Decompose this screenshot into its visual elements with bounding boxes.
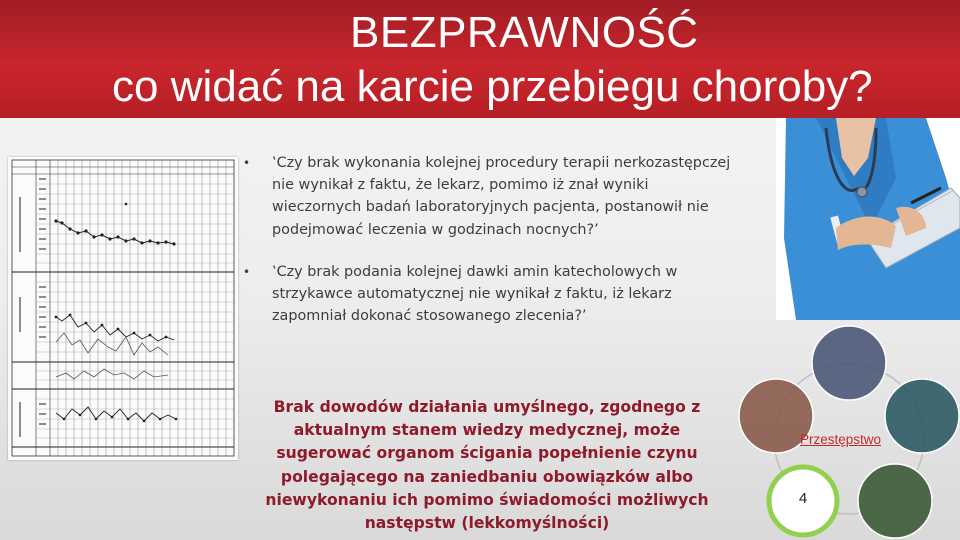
- bullet-dot-icon: •: [243, 264, 251, 279]
- bullet-list: [242, 152, 742, 347]
- bullet-item: [242, 261, 742, 328]
- cycle-circle-bottom-right: [858, 464, 932, 538]
- bullet-text: ‛Czy brak wykonania kolejnej procedury terapii nerkozastępczej nie wynikał z faktu, że lekarz, pomimo iż znał wyniki wieczornych badań laboratoryjnych pacjenta, postanowił nie podejmować leczenia w godzinach nocnych?’: [272, 155, 731, 238]
- slide-number: 4: [798, 490, 808, 507]
- slide-subtitle: co widać na karcie przebiegu choroby?: [112, 62, 873, 111]
- conclusion-text: Brak dowodów działania umyślnego, zgodnego z aktualnym stanem wiedzy medycznej, może sugerować organom ścigania popełnienie czynu polegającego na zaniedbaniu obowiązków albo niewykonaniu ich pomimo świadomości możliwych następstw (lekkomyślności): [265, 398, 709, 533]
- bullet-item: [242, 152, 742, 241]
- nurse-photo: [776, 118, 960, 320]
- slide-title: BEZPRAWNOŚĆ: [350, 8, 699, 57]
- bullet-text: ‛Czy brak podania kolejnej dawki amin katecholowych w strzykawce automatycznej nie wynikał z faktu, iż lekarz zapomniał dokonać stosowanego zlecenia?’: [272, 263, 678, 325]
- title-band: [0, 0, 960, 118]
- temperature-chart-image: [8, 157, 238, 460]
- cycle-circle-top: [812, 326, 886, 400]
- cycle-diagram: [735, 322, 960, 540]
- cycle-center-label: Przestępstwo: [800, 432, 882, 447]
- bullet-dot-icon: •: [243, 156, 251, 170]
- cycle-circle-right: [885, 379, 959, 453]
